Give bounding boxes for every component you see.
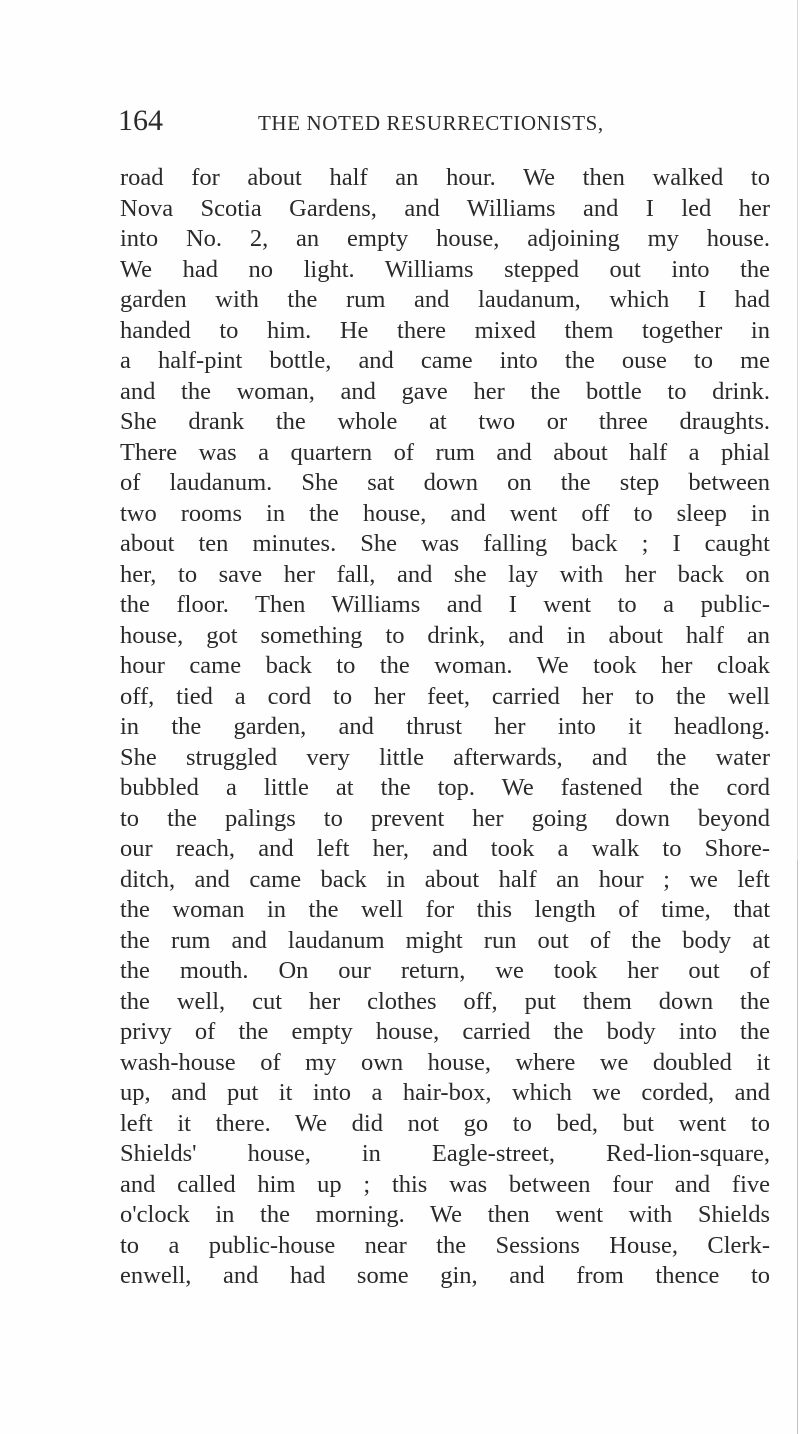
text-line: enwell, and had some gin, and from thence to — [120, 1262, 770, 1289]
text-line: the well, cut her clothes off, put them down the — [120, 987, 770, 1015]
page-edge-shadow-lower — [797, 860, 798, 1434]
text-line: a half-pint bottle, and came into the ouse to me — [120, 347, 770, 374]
text-line: into No. 2, an empty house, adjoining my house. — [120, 225, 770, 252]
text-line: bubbled a little at the top. We fastened the cord — [120, 774, 770, 801]
text-line: She drank the whole at two or three draughts. — [120, 408, 770, 435]
text-line: privy of the empty house, carried the body into the — [120, 1018, 770, 1045]
text-line: to a public-house near the Sessions House, Clerk- — [120, 1231, 770, 1259]
text-line: left it there. We did not go to bed, but went to — [120, 1109, 770, 1137]
text-line: and the woman, and gave her the bottle to drink. — [120, 377, 770, 405]
text-line: There was a quartern of rum and about half a phial — [120, 438, 770, 466]
text-line: house, got something to drink, and in about half an — [120, 621, 770, 649]
text-line: ditch, and came back in about half an hour ; we left — [120, 865, 770, 893]
body-text — [120, 163, 770, 1292]
text-line: her, to save her fall, and she lay with her back on — [120, 560, 770, 588]
text-line: hour came back to the woman. We took her cloak — [120, 652, 770, 679]
text-line: o'clock in the morning. We then went with Shields — [120, 1201, 770, 1228]
page-number: 164 — [118, 104, 163, 137]
text-line: Shields' house, in Eagle-street, Red-lion-square, — [120, 1140, 770, 1167]
text-line: up, and put it into a hair-box, which we corded, and — [120, 1079, 770, 1106]
text-line: the floor. Then Williams and I went to a public- — [120, 591, 770, 618]
text-line: Nova Scotia Gardens, and Williams and I led her — [120, 194, 770, 222]
text-line: garden with the rum and laudanum, which I had — [120, 286, 770, 313]
text-line: wash-house of my own house, where we doubled it — [120, 1048, 770, 1076]
text-line: the rum and laudanum might run out of the body at — [120, 926, 770, 954]
text-line: the woman in the well for this length of time, that — [120, 896, 770, 923]
text-line: to the palings to prevent her going down beyond — [120, 804, 770, 832]
text-line: road for about half an hour. We then walked to — [120, 164, 770, 191]
text-line: of laudanum. She sat down on the step between — [120, 469, 770, 496]
running-head — [118, 101, 758, 141]
text-line: two rooms in the house, and went off to sleep in — [120, 499, 770, 527]
text-line: in the garden, and thrust her into it headlong. — [120, 713, 770, 740]
text-line: our reach, and left her, and took a walk to Shore- — [120, 835, 770, 862]
text-line: about ten minutes. She was falling back ; I caught — [120, 530, 770, 557]
text-line: She struggled very little afterwards, and the water — [120, 743, 770, 771]
text-line: off, tied a cord to her feet, carried her to the well — [120, 682, 770, 710]
text-line: and called him up ; this was between four and five — [120, 1170, 770, 1198]
running-title: THE NOTED RESURRECTIONISTS, — [258, 111, 604, 135]
text-line: We had no light. Williams stepped out into the — [120, 255, 770, 283]
text-line: handed to him. He there mixed them together in — [120, 316, 770, 344]
text-line: the mouth. On our return, we took her out of — [120, 957, 770, 984]
